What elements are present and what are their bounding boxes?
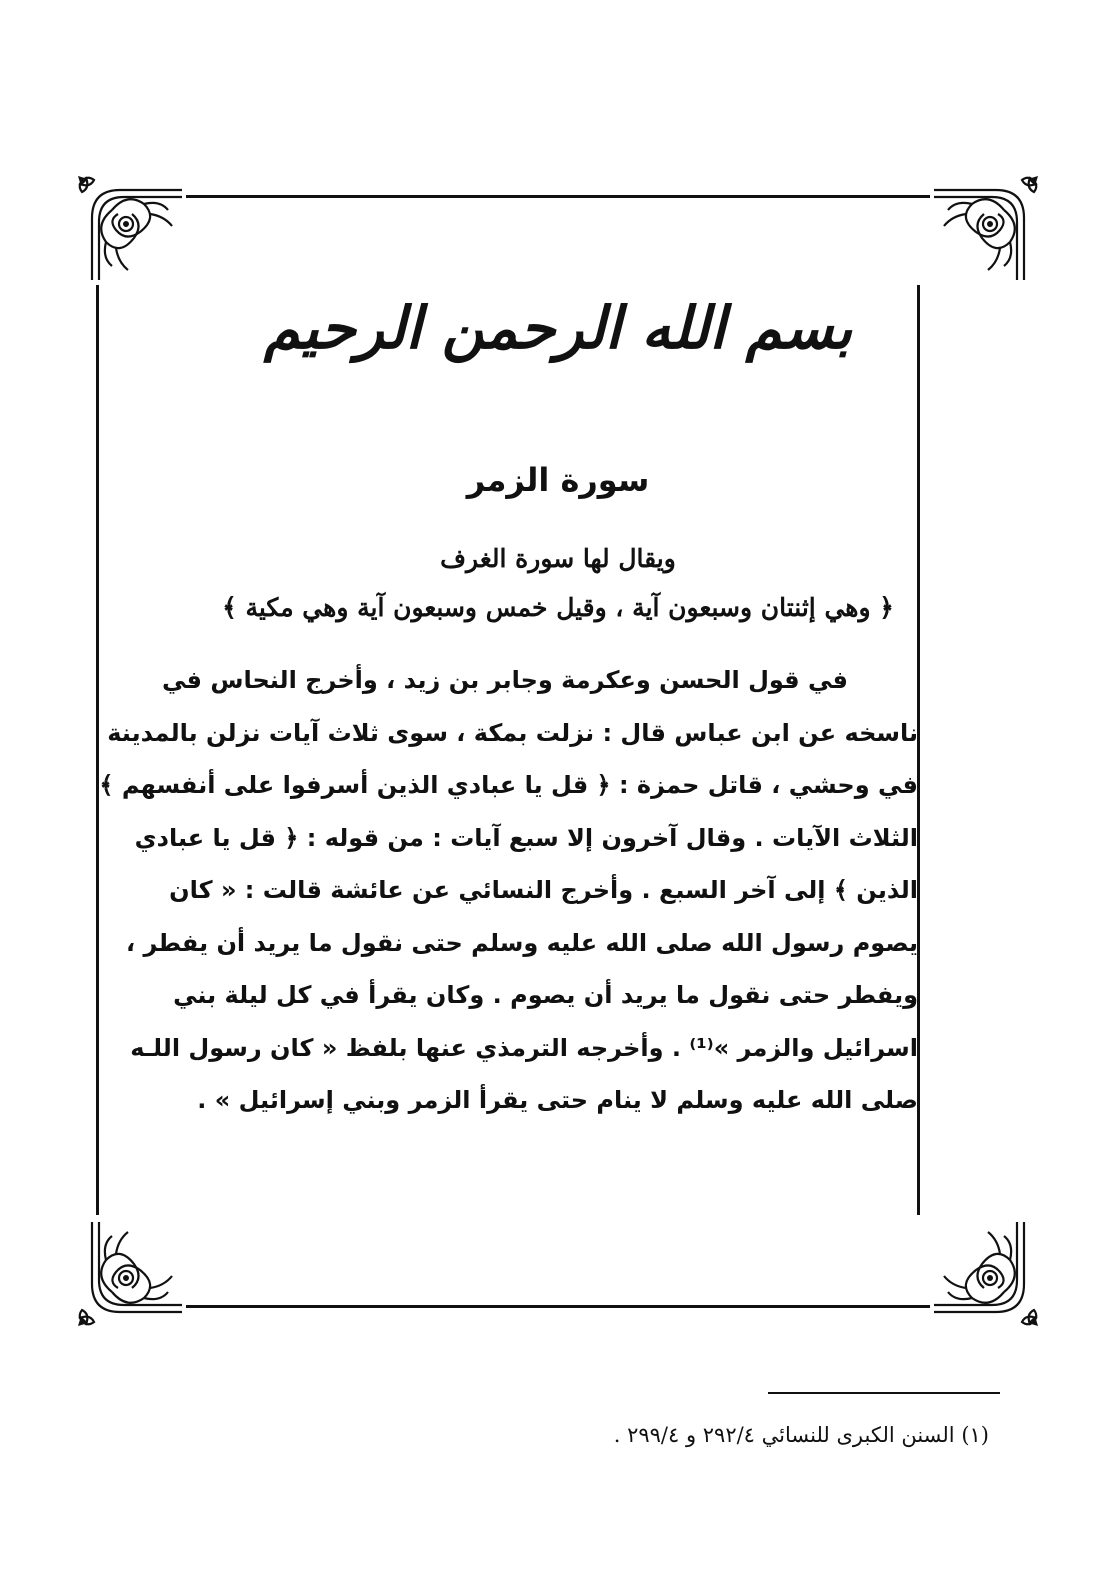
corner-ornament-bottom-right: [934, 1222, 1044, 1332]
body-line: في وحشي ، قاتل حمزة : ﴿ قل يا عبادي الذين أسرفوا على أنفسهم ﴾: [99, 771, 918, 799]
frame-top-border: [186, 195, 930, 198]
footnote-separator: [768, 1392, 1000, 1394]
body-line: الذين ﴾ إلى آخر السبع . وأخرج النسائي عن عائشة قالت : « كان: [169, 876, 918, 904]
corner-ornament-top-left: [72, 170, 182, 280]
body-line: ناسخه عن ابن عباس قال : نزلت بمكة ، سوى ثلاث آيات نزلن بالمدينة: [107, 718, 918, 747]
body-line: صلى الله عليه وسلم لا ينام حتى يقرأ الزمر وبني إسرائيل » .: [197, 1086, 918, 1114]
basmala-calligraphy: بسم الله الرحمن الرحيم: [263, 294, 853, 362]
body-line: الثلاث الآيات . وقال آخرون إلا سبع آيات : من قوله : ﴿ قل يا عبادي: [134, 823, 918, 852]
body-line: اسرائيل والزمر »⁽¹⁾ . وأخرجه الترمذي عنها بلفظ « كان رسول اللـه: [130, 1033, 918, 1062]
corner-ornament-bottom-left: [72, 1222, 182, 1332]
frame-left-border: [96, 285, 99, 1215]
body-line: ويفطر حتى نقول ما يريد أن يصوم . وكان يقرأ في كل ليلة بني: [173, 981, 918, 1009]
body-line: في قول الحسن وعكرمة وجابر بن زيد ، وأخرج النحاس في: [161, 666, 848, 694]
verse-count-note: ﴿ وهي إثنتان وسبعون آية ، وقيل خمس وسبعون آية وهي مكية ﴾: [222, 593, 894, 622]
footnote: (١) السنن الكبرى للنسائي ٢٩٢/٤ و ٢٩٩/٤ .: [613, 1423, 989, 1447]
frame-bottom-border: [186, 1305, 930, 1308]
surah-title: سورة الزمر: [466, 461, 650, 499]
corner-ornament-top-right: [934, 170, 1044, 280]
body-line: يصوم رسول الله صلى الله عليه وسلم حتى نقول ما يريد أن يفطر ،: [126, 928, 918, 957]
surah-alternate-name: ويقال لها سورة الغرف: [440, 544, 676, 573]
body-paragraph: [99, 654, 918, 1127]
